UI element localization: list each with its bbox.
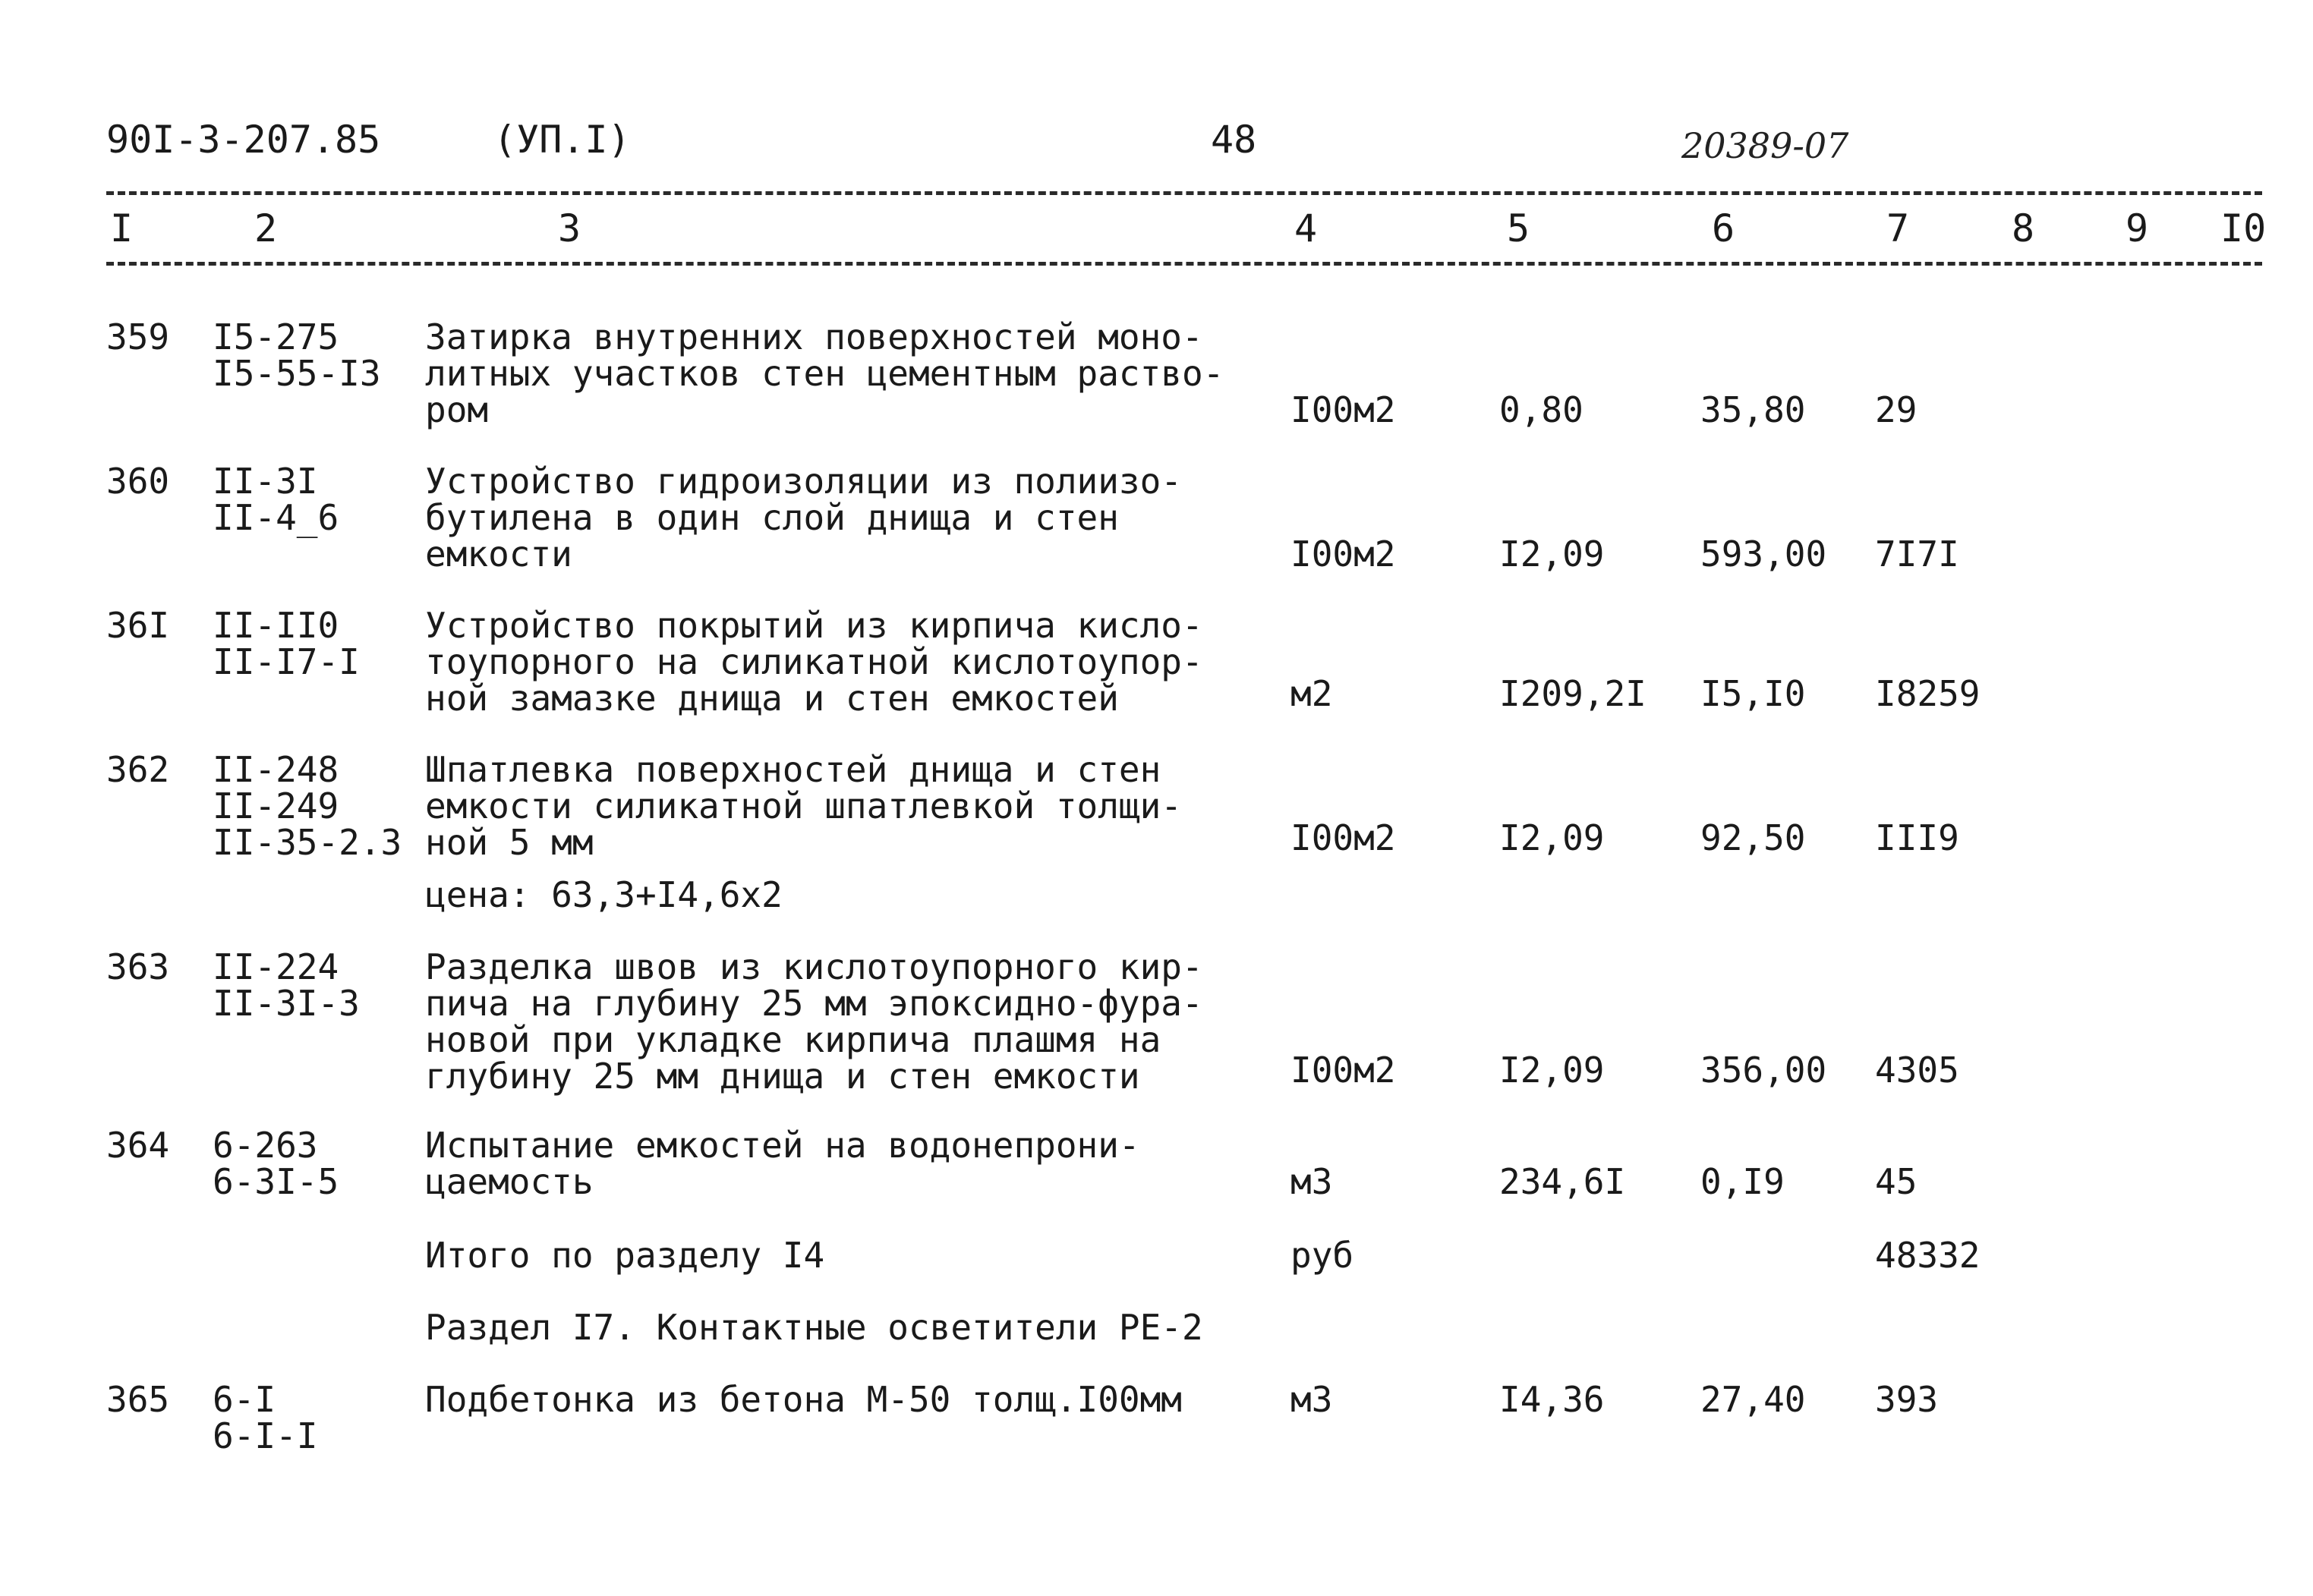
unit: I00м2 (1290, 1050, 1396, 1091)
column-number: 6 (1712, 206, 1735, 250)
unit-price: 356,00 (1700, 1050, 1827, 1091)
work-description: Подбетонка из бетона М-50 толщ.I00мм (425, 1379, 1182, 1420)
row-number: 362 (106, 749, 170, 790)
total-cost: 4305 (1875, 1050, 1959, 1091)
quantity: 0,80 (1499, 389, 1583, 430)
quantity: I2,09 (1499, 1050, 1605, 1091)
column-number: 8 (2012, 206, 2035, 250)
unit-price: I5,I0 (1700, 673, 1806, 714)
unit: I00м2 (1290, 817, 1396, 858)
quantity: I2,09 (1499, 817, 1605, 858)
unit-price: 92,50 (1700, 817, 1806, 858)
unit-price: 27,40 (1700, 1379, 1806, 1420)
section-title: Раздел I7. Контактные осветители РЕ-2 (425, 1307, 1203, 1348)
row-number: 364 (106, 1125, 170, 1166)
column-number: 9 (2126, 206, 2149, 250)
total-cost: 45 (1875, 1161, 1918, 1202)
total-cost: I8259 (1875, 673, 1981, 714)
work-description: Затирка внутренних поверхностей моно- литных участков стен цементным раство- ром (425, 316, 1224, 430)
work-description: Испытание емкостей на водонепрони- цаемость (425, 1125, 1140, 1202)
document-code: 90I-3-207.85 (106, 118, 381, 162)
unit: м3 (1290, 1379, 1333, 1420)
column-number: 7 (1886, 206, 1910, 250)
total-cost: III9 (1875, 817, 1959, 858)
column-number: 2 (254, 206, 278, 250)
row-number: 36I (106, 605, 170, 646)
column-number: 4 (1294, 206, 1318, 250)
work-description: Шпатлевка поверхностей днища и стен емкости силикатной шпатлевкой толщи- ной 5 мм (425, 749, 1182, 863)
norm-codes: 6-I 6-I-I (213, 1379, 318, 1456)
unit: I00м2 (1290, 534, 1396, 574)
quantity: I2,09 (1499, 534, 1605, 574)
row-number: 363 (106, 946, 170, 987)
header-divider-bottom (106, 262, 2262, 266)
column-number: 3 (558, 206, 581, 250)
work-description: Устройство покрытий из кирпича кисло- тоупорного на силикатной кислотоупор- ной замазке днища и стен емкостей (425, 605, 1203, 719)
norm-codes: II-248 II-249 II-35-2.3 (213, 749, 402, 863)
subtotal-total: 48332 (1875, 1235, 1981, 1276)
row-number: 360 (106, 461, 170, 502)
total-cost: 29 (1875, 389, 1918, 430)
unit: м2 (1290, 673, 1333, 714)
column-number: I0 (2220, 206, 2267, 250)
unit-price: 593,00 (1700, 534, 1827, 574)
unit-price: 0,I9 (1700, 1161, 1785, 1202)
norm-codes: I5-275 I5-55-I3 (213, 316, 381, 394)
header-divider-top (106, 191, 2262, 195)
column-number: 5 (1507, 206, 1530, 250)
price-note: цена: 63,3+I4,6х2 (425, 874, 783, 915)
norm-codes: II-224 II-3I-3 (213, 946, 360, 1024)
work-description: Устройство гидроизоляции из полиизо- бутилена в один слой днища и стен емкости (425, 461, 1182, 574)
row-number: 365 (106, 1379, 170, 1420)
quantity: 234,6I (1499, 1161, 1626, 1202)
subtotal-label: Итого по разделу I4 (425, 1235, 825, 1276)
row-number: 359 (106, 316, 170, 357)
column-number: I (110, 206, 134, 250)
norm-codes: II-3I II-4_6 (213, 461, 339, 538)
norm-codes: II-II0 II-I7-I (213, 605, 360, 682)
norm-codes: 6-263 6-3I-5 (213, 1125, 339, 1202)
album-label: (УП.I) (493, 118, 631, 162)
work-description: Разделка швов из кислотоупорного кир- пича на глубину 25 мм эпоксидно-фура- новой при укладке кирпича плашмя на глубину 25 мм днища и стен емкости (425, 946, 1203, 1097)
unit: I00м2 (1290, 389, 1396, 430)
page-number: 48 (1211, 118, 1257, 162)
total-cost: 7I7I (1875, 534, 1959, 574)
total-cost: 393 (1875, 1379, 1939, 1420)
subtotal-unit: руб (1290, 1235, 1354, 1276)
quantity: I209,2I (1499, 673, 1647, 714)
unit-price: 35,80 (1700, 389, 1806, 430)
quantity: I4,36 (1499, 1379, 1605, 1420)
handwritten-stamp: 20389-07 (1681, 125, 1849, 166)
unit: м3 (1290, 1161, 1333, 1202)
